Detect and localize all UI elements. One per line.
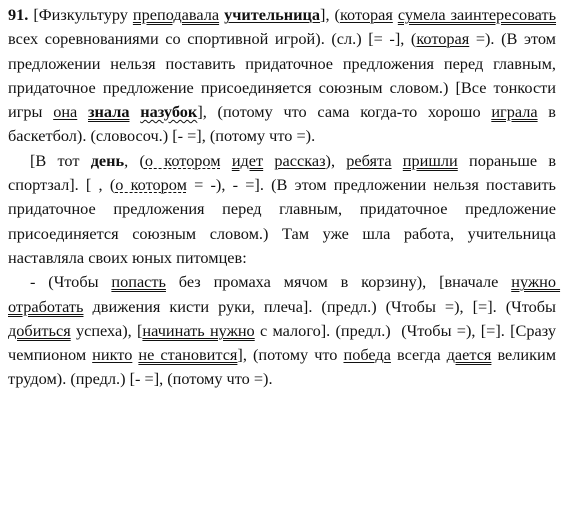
text-segment: преподавала (132, 5, 220, 24)
paragraph-1-text (8, 5, 560, 145)
text-segment: в баскетбол). (словосоч.) [- =], (потому что =). (8, 102, 561, 146)
text-segment: ребята (346, 150, 392, 170)
text-segment: которая (339, 5, 393, 24)
paragraph-3 (8, 270, 561, 391)
paragraph-3-text (8, 272, 560, 388)
text-segment: не становится (138, 345, 238, 365)
text-segment: ], ( (320, 5, 340, 24)
text-segment: [Физкультуру (33, 5, 133, 24)
text-segment: =). (В этом предложении нельзя поставить придаточное предложения перед главным, придаточное предложение присоединяется союзным словом.) [Все тонкости игры (8, 29, 561, 122)
text-segment: - (Чтобы (30, 272, 112, 292)
text-segment: рассказ (274, 150, 326, 170)
text-segment: всех соревнованиями со спортивной игрой). (сл.) [= -], ( (8, 5, 561, 49)
text-segment: дается (446, 345, 492, 365)
text-segment: о котором (115, 175, 187, 195)
text-segment: всегда (390, 345, 447, 365)
text-segment: учительница (224, 5, 321, 24)
text-segment: пораньше в спортзал]. [ , ( (8, 150, 561, 195)
text-segment: ], (потому что сама когда-то хорошо (197, 102, 492, 122)
text-segment: , ( (124, 150, 145, 170)
text-segment (221, 151, 232, 170)
text-segment: ), (325, 150, 347, 170)
exercise-number: 91. (8, 5, 29, 24)
text-segment: [В тот (30, 150, 91, 170)
text-segment: = -), - =]. (В этом предложении нельзя поставить придаточное предложения перед главным, придаточное предложение присоединяется союзным словом.) Там уже шла работа, учительница наставляла своих юных питомцев: (8, 175, 561, 267)
text-segment: день (90, 150, 125, 170)
text-segment: сумела заинтересовать (397, 5, 557, 24)
text-segment: добиться (8, 320, 71, 340)
text-segment: пришли (402, 150, 458, 170)
text-segment: движения кисти руки, плеча]. (предл.) (Чтобы =), [=]. (Чтобы (83, 296, 561, 316)
text-segment: которая (416, 29, 470, 49)
text-segment: назубок (140, 102, 198, 122)
text-segment: с малого]. (предл.) (Чтобы =), [=]. [Сразу чемпионом (8, 320, 561, 365)
text-segment: знала (88, 102, 130, 122)
paragraph-2-text (8, 151, 560, 267)
text-segment: ], (потому что (237, 345, 344, 365)
text-segment: начинать нужно (142, 320, 255, 340)
text-segment (77, 102, 88, 121)
text-segment: успеха), [ (70, 320, 143, 340)
text-segment: великим трудом). (предл.) [- =], (потому что =). (8, 345, 561, 389)
text-segment: играла (491, 102, 538, 122)
text-segment (263, 151, 274, 170)
text-segment: без промаха мячом в корзину), [вначале (165, 272, 512, 292)
text-segment: она (53, 102, 78, 122)
text-segment (129, 102, 140, 121)
paragraph-1 (8, 3, 561, 149)
text-segment: победа (343, 345, 391, 365)
paragraph-2 (8, 149, 561, 270)
text-segment: о котором (144, 150, 221, 170)
text-segment: нужно отработать (8, 272, 561, 316)
text-segment: идет (231, 150, 264, 170)
text-segment (392, 151, 403, 170)
text-segment: попасть (111, 272, 166, 292)
text-segment: никто (92, 345, 133, 365)
